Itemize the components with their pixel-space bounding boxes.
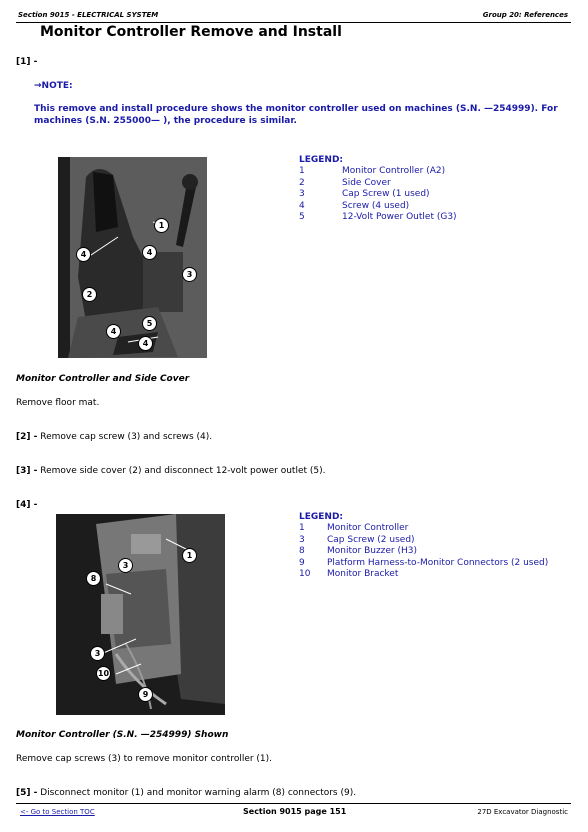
step-1-label: [1] - [16,57,38,67]
callout-10: 10 [96,666,111,681]
legend-text: Monitor Buzzer (H3) [327,546,418,556]
legend-text: Screw (4 used) [342,200,410,211]
monitor-controller-photo [56,514,225,715]
step-2-text: Remove cap screw (3) and screws (4). [40,432,213,442]
legend-text: Cap Screw (2 used) [327,534,415,545]
remove-floor-mat-text: Remove floor mat. [16,398,100,408]
callout-4d: 4 [138,336,153,351]
note-label: →NOTE: [34,81,73,91]
legend-num: 5 [299,212,305,222]
callout-4b: 4 [142,245,157,260]
legend-2-row [299,558,548,570]
callout-1: 1 [154,218,169,233]
monitor-controller-side-cover-photo [58,157,207,358]
step-3-text: Remove side cover (2) and disconnect 12-volt power outlet (5). [40,466,326,476]
legend-text: Side Cover [342,177,391,188]
legend-text: Cap Screw (1 used) [342,189,430,199]
header-section: Section 9015 - ELECTRICAL SYSTEM [18,11,159,19]
legend-1-row [299,189,457,201]
legend-num: 1 [299,523,305,533]
legend-2-row [299,523,548,535]
legend-text: Monitor Bracket [327,569,399,579]
step-2-label: [2] - [16,432,38,442]
page-title: Monitor Controller Remove and Install [40,24,342,40]
callout-1: 1 [182,548,197,563]
legend-1-row [299,178,457,190]
legend-text: Monitor Controller (A2) [342,166,446,176]
callout-5: 5 [142,316,157,331]
callout-3b: 3 [90,646,105,661]
legend-1-row [299,201,457,213]
legend-text: Monitor Controller [327,523,409,533]
note-text-line2: machines (S.N. 255000— ), the procedure is similar. [34,116,297,126]
legend-num: 10 [299,569,311,579]
step-5-label: [5] - [16,788,38,798]
footer-rule [16,803,571,804]
callout-4a: 4 [76,247,91,262]
legend-2 [299,511,548,581]
legend-num: 2 [299,177,305,188]
legend-num: 9 [299,557,305,568]
legend-num: 1 [299,166,305,176]
legend-num: 3 [299,534,305,545]
step-5 [16,788,356,798]
legend-text: 12-Volt Power Outlet (G3) [342,212,457,222]
legend-num: 8 [299,546,305,556]
legend-num: 4 [299,200,305,211]
step-3 [16,466,325,476]
callout-8: 8 [86,571,101,586]
legend-1-row [299,166,457,178]
legend-text: Platform Harness-to-Monitor Connectors (2 used) [327,557,549,568]
legend-2-row [299,569,548,581]
header-group: Group 20: References [482,11,568,19]
callout-3: 3 [182,267,197,282]
note-text-line1: This remove and install procedure shows the monitor controller used on machines (S.N. —254999). For [34,104,558,114]
remove-cap-screws-text: Remove cap screws (3) to remove monitor controller (1). [16,754,273,764]
step-5-text: Disconnect monitor (1) and monitor warning alarm (8) connectors (9). [40,788,357,798]
legend-2-row [299,546,548,558]
legend-1 [299,154,457,224]
legend-2-row [299,535,548,547]
legend-2-title: LEGEND: [299,512,344,522]
footer-doc: 27D Excavator Diagnostic [477,808,568,816]
callout-4c: 4 [106,324,121,339]
legend-1-title: LEGEND: [299,155,344,165]
step-4-label: [4] - [16,500,38,510]
figure-2-caption: Monitor Controller (S.N. —254999) Shown [16,730,229,740]
legend-1-row [299,212,457,224]
legend-num: 3 [299,189,305,199]
callout-9: 9 [138,687,153,702]
figure-1-caption: Monitor Controller and Side Cover [16,374,190,384]
footer-page: Section 9015 page 151 [243,807,347,816]
step-3-label: [3] - [16,466,38,476]
step-2 [16,432,212,442]
header-rule [16,22,571,23]
callout-3a: 3 [118,558,133,573]
photo-2-illustration [56,514,225,715]
callout-2: 2 [82,287,97,302]
section-toc-link[interactable]: <- Go to Section TOC [20,808,95,816]
